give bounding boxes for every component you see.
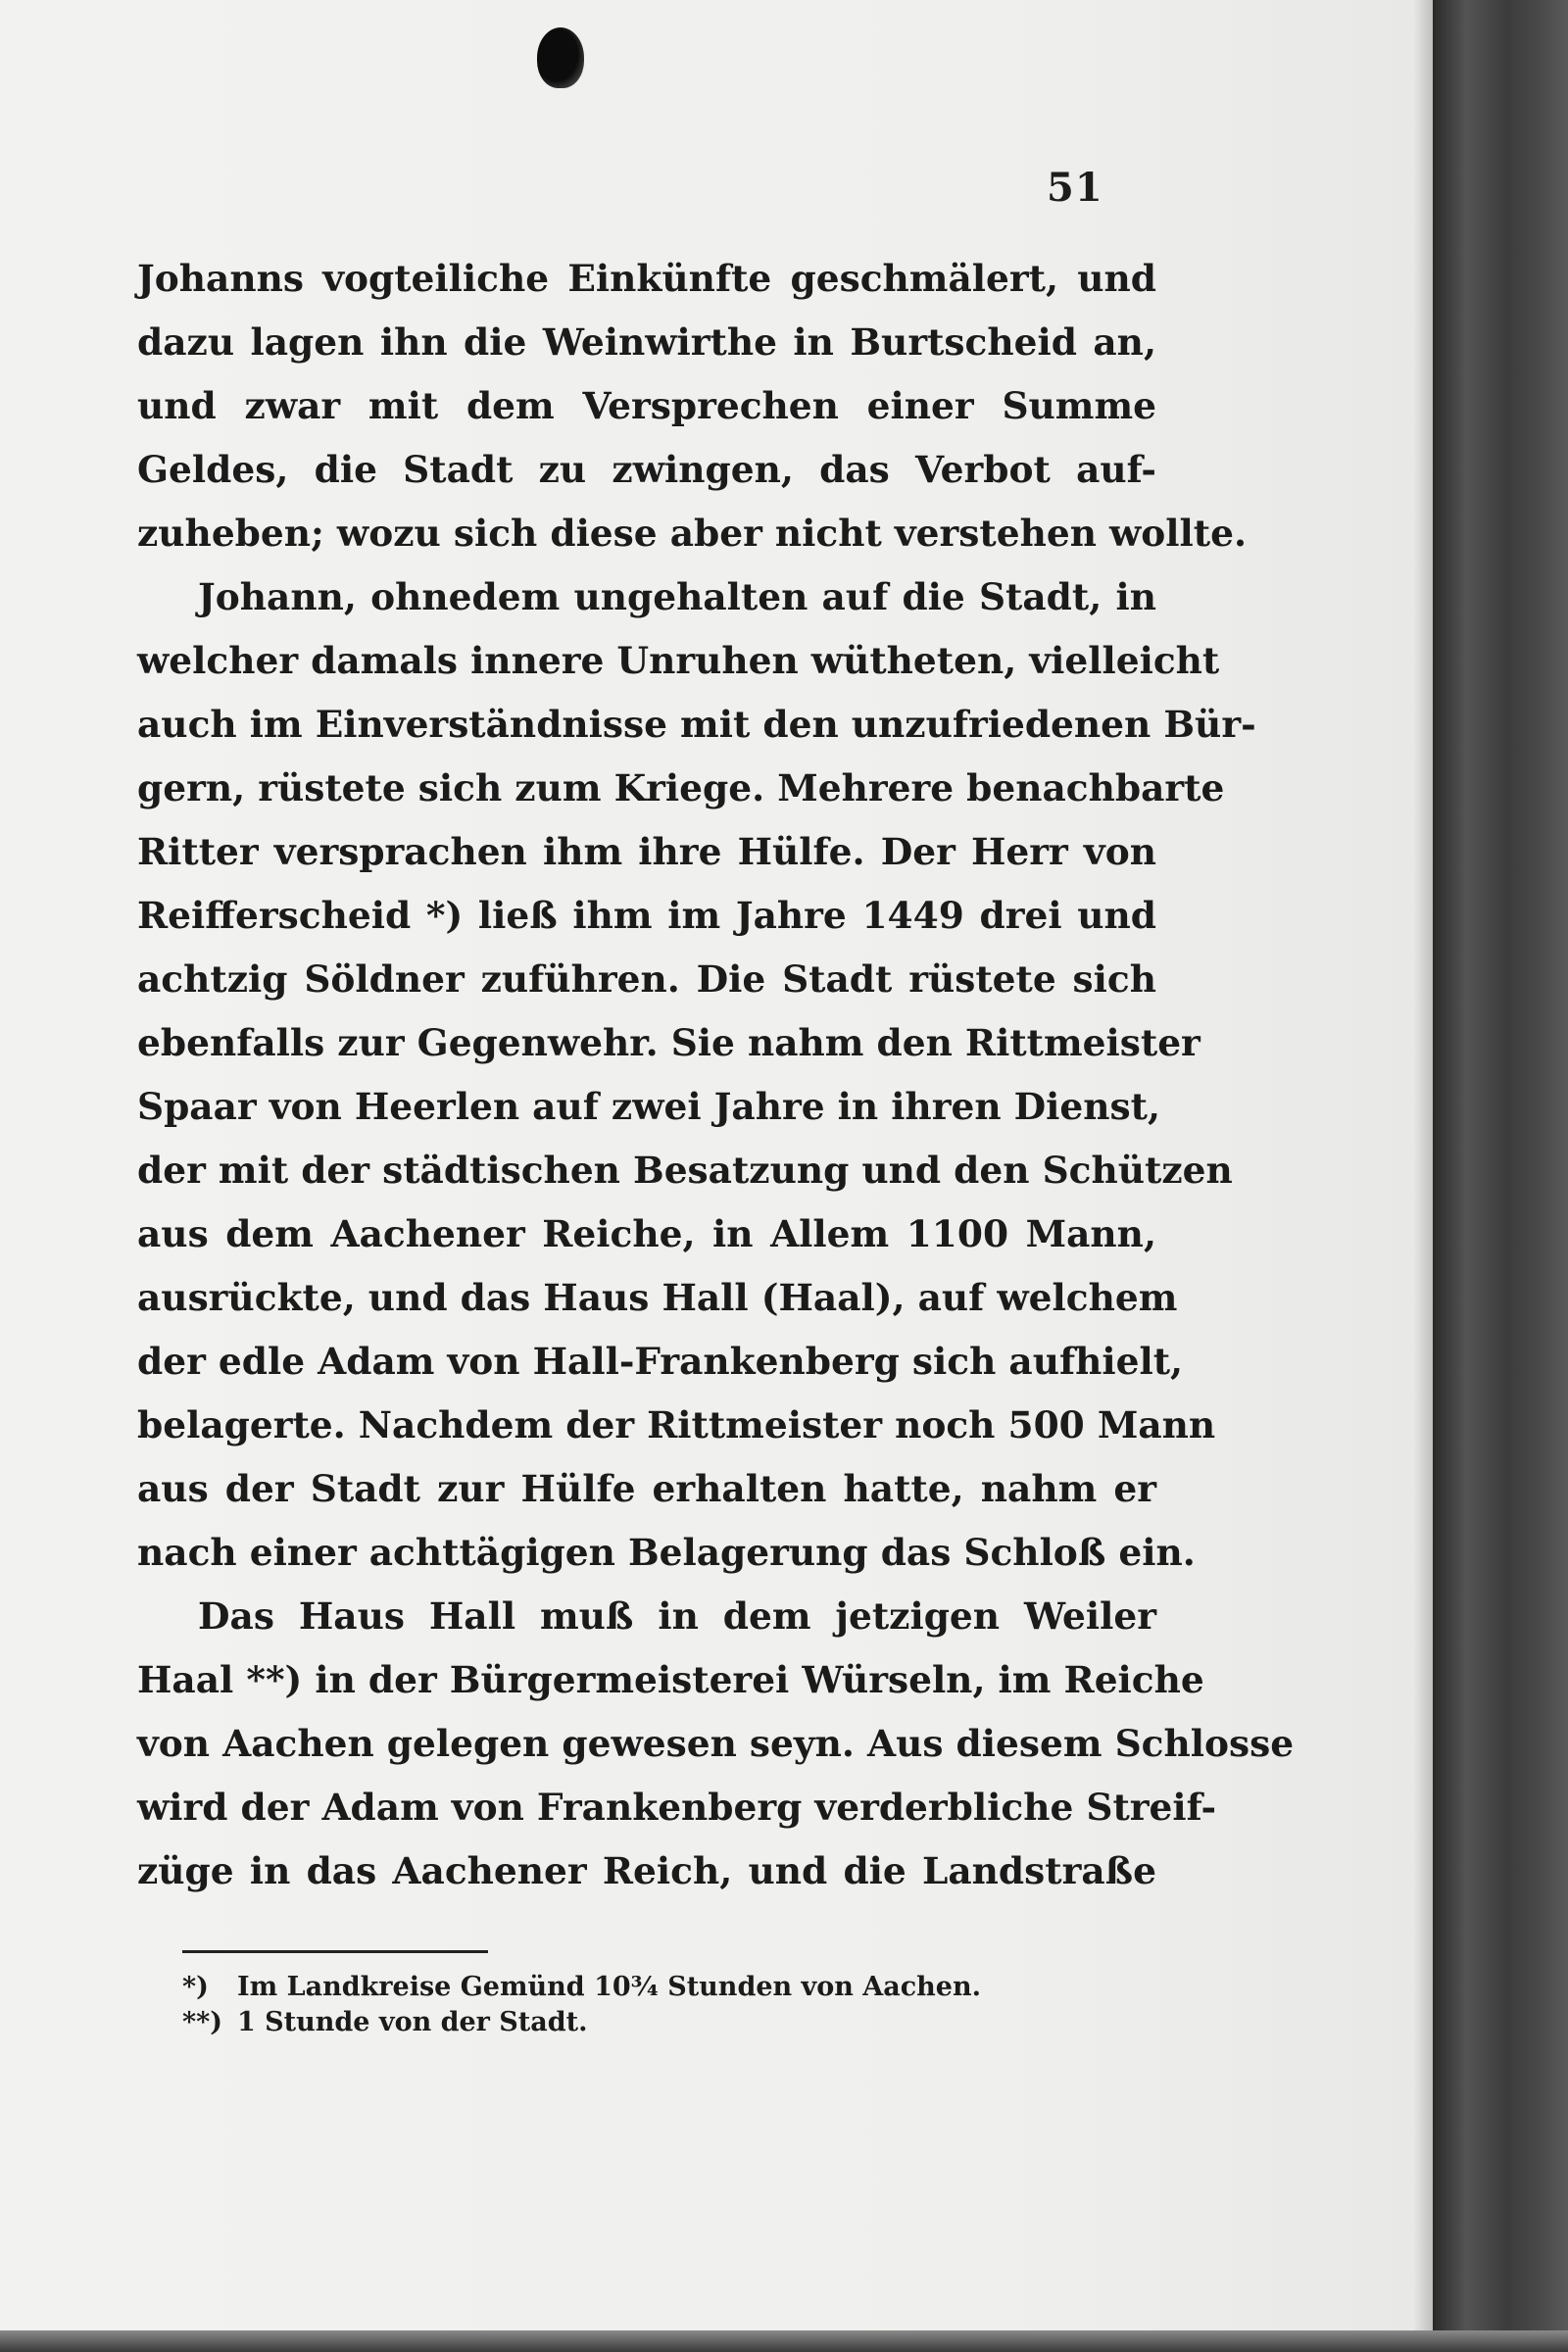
text-line: welcher damals innere Unruhen wütheten, vielleicht	[137, 639, 1220, 682]
page-number: 51	[1047, 165, 1103, 211]
text-line: Geldes, die Stadt zu zwingen, das Verbot auf-	[137, 448, 1156, 491]
text-line: und zwar mit dem Versprechen einer Summe	[137, 384, 1156, 427]
footnotes	[182, 1970, 1064, 2040]
text-line: Ritter versprachen ihm ihre Hülfe. Der Herr von	[137, 830, 1156, 873]
text-line: der edle Adam von Hall-Frankenberg sich aufhielt,	[137, 1340, 1184, 1383]
text-line: der mit der städtischen Besatzung und den Schützen	[137, 1149, 1233, 1192]
footnote	[182, 1970, 1064, 2005]
text-line: ausrückte, und das Haus Hall (Haal), auf welchem	[137, 1276, 1178, 1319]
text-line: züge in das Aachener Reich, und die Landstraße	[137, 1849, 1156, 1892]
footnote-text: 1 Stunde von der Stadt.	[237, 2007, 588, 2037]
paragraph	[137, 565, 1256, 1585]
book-binding	[1433, 0, 1568, 2352]
footnote-text: Im Landkreise Gemünd 10¾ Stunden von Aachen.	[237, 1972, 981, 2002]
text-line: Reifferscheid *) ließ ihm im Jahre 1449 drei und	[137, 894, 1156, 937]
text-line: Johanns vogteiliche Einkünfte geschmälert, und	[137, 257, 1156, 300]
text-line: dazu lagen ihn die Weinwirthe in Burtscheid an,	[137, 320, 1156, 364]
footnote-rule	[182, 1950, 488, 1953]
page-shadow	[1413, 0, 1433, 2352]
paragraph	[137, 1585, 1295, 1903]
text-line: aus dem Aachener Reiche, in Allem 1100 Mann,	[137, 1212, 1156, 1255]
text-line: Das Haus Hall muß in dem jetzigen Weiler	[198, 1594, 1156, 1638]
text-line: auch im Einverständnisse mit den unzufriedenen Bür-	[137, 703, 1256, 746]
text-line: wird der Adam von Frankenberg verderbliche Streif-	[137, 1786, 1217, 1829]
text-line: Spaar von Heerlen auf zwei Jahre in ihren Dienst,	[137, 1085, 1161, 1128]
body-text	[137, 247, 1295, 1903]
footnote-marker: **)	[182, 2007, 223, 2037]
text-line: gern, rüstete sich zum Kriege. Mehrere benachbarte	[137, 766, 1225, 809]
paragraph	[137, 247, 1248, 565]
text-line: belagerte. Nachdem der Rittmeister noch 500 Mann	[137, 1403, 1216, 1446]
punch-hole	[537, 27, 584, 88]
text-line: zuheben; wozu sich diese aber nicht verstehen wollte.	[137, 512, 1248, 555]
text-line: nach einer achttägigen Belagerung das Schloß ein.	[137, 1531, 1196, 1574]
text-line: achtzig Söldner zuführen. Die Stadt rüstete sich	[137, 957, 1156, 1001]
scan-border	[0, 2330, 1568, 2352]
text-line: ebenfalls zur Gegenwehr. Sie nahm den Rittmeister	[137, 1021, 1200, 1064]
text-line: Johann, ohnedem ungehalten auf die Stadt, in	[198, 575, 1156, 618]
footnote	[182, 2005, 1064, 2040]
text-line: von Aachen gelegen gewesen seyn. Aus diesem Schlosse	[137, 1722, 1295, 1765]
footnote-marker: *)	[182, 1972, 209, 2002]
text-line: Haal **) in der Bürgermeisterei Würseln, im Reiche	[137, 1658, 1204, 1701]
text-line: aus der Stadt zur Hülfe erhalten hatte, nahm er	[137, 1467, 1156, 1510]
